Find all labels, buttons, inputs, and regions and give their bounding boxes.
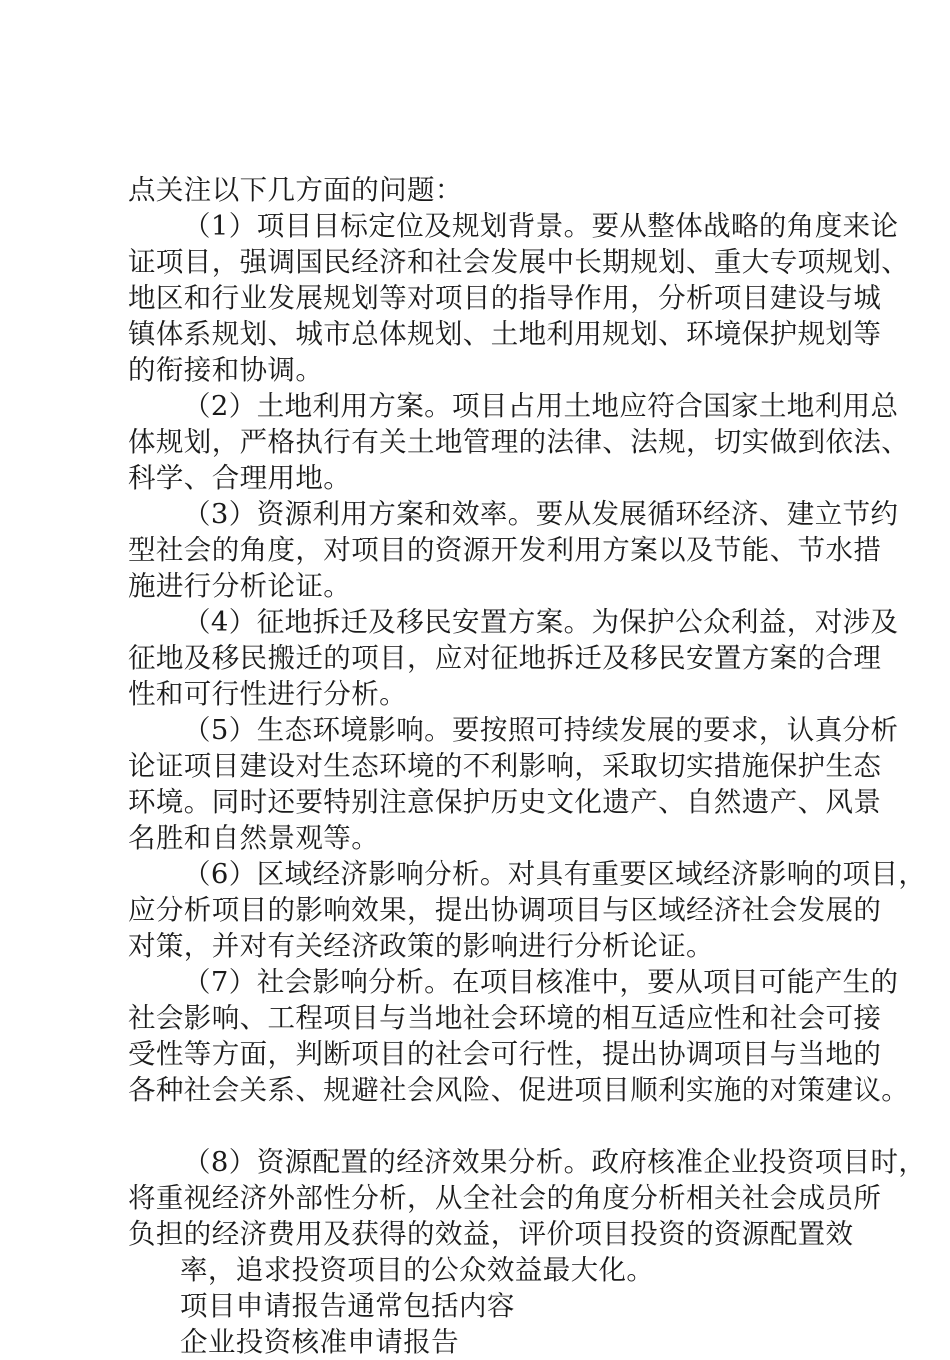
text-line: 环境。同时还要特别注意保护历史文化遗产、自然遗产、风景 [128,786,882,818]
text-line: 对策，并对有关经济政策的影响进行分析论证。 [128,930,714,962]
text-line: 项目申请报告通常包括内容 [180,1290,515,1322]
text-line: 名胜和自然景观等。 [128,822,380,854]
text-line: （6）区域经济影响分析。对具有重要区域经济影响的项目， [183,858,927,890]
text-line: （3）资源利用方案和效率。要从发展循环经济、建立节约 [183,498,899,530]
text-line: 将重视经济外部性分析，从全社会的角度分析相关社会成员所 [128,1182,882,1214]
text-line: （1）项目目标定位及规划背景。要从整体战略的角度来论 [183,210,899,242]
text-line: 应分析项目的影响效果，提出协调项目与区域经济社会发展的 [128,894,882,926]
text-line: 证项目，强调国民经济和社会发展中长期规划、重大专项规划、 [128,246,910,278]
text-line: 性和可行性进行分析。 [128,678,407,710]
text-line: 社会影响、工程项目与当地社会环境的相互适应性和社会可接 [128,1002,882,1034]
text-line: 率，追求投资项目的公众效益最大化。 [180,1254,655,1286]
text-line: （8）资源配置的经济效果分析。政府核准企业投资项目时， [183,1146,927,1178]
text-line: 论证项目建设对生态环境的不利影响，采取切实措施保护生态 [128,750,882,782]
text-line: 地区和行业发展规划等对项目的指导作用，分析项目建设与城 [128,282,882,314]
text-line: 负担的经济费用及获得的效益，评价项目投资的资源配置效 [128,1218,854,1250]
text-line: 点关注以下几方面的问题： [128,174,463,206]
text-line: （5）生态环境影响。要按照可持续发展的要求，认真分析 [183,714,899,746]
text-line: 施进行分析论证。 [128,570,352,602]
text-line: （4）征地拆迁及移民安置方案。为保护公众利益，对涉及 [183,606,899,638]
text-line: （2）土地利用方案。项目占用土地应符合国家土地利用总 [183,390,899,422]
text-line: 体规划，严格执行有关土地管理的法律、法规，切实做到依法、 [128,426,910,458]
text-line: 科学、合理用地。 [128,462,352,494]
text-line: 征地及移民搬迁的项目，应对征地拆迁及移民安置方案的合理 [128,642,882,674]
text-line: 受性等方面，判断项目的社会可行性，提出协调项目与当地的 [128,1038,882,1070]
text-line: （7）社会影响分析。在项目核准中，要从项目可能产生的 [183,966,899,998]
text-line: 各种社会关系、规避社会风险、促进项目顺利实施的对策建议。 [128,1074,910,1106]
text-line: 型社会的角度，对项目的资源开发利用方案以及节能、节水措 [128,534,882,566]
text-line: 的衔接和协调。 [128,354,324,386]
text-line: 企业投资核准申请报告 [180,1326,459,1358]
text-line: 镇体系规划、城市总体规划、土地利用规划、环境保护规划等 [128,318,882,350]
